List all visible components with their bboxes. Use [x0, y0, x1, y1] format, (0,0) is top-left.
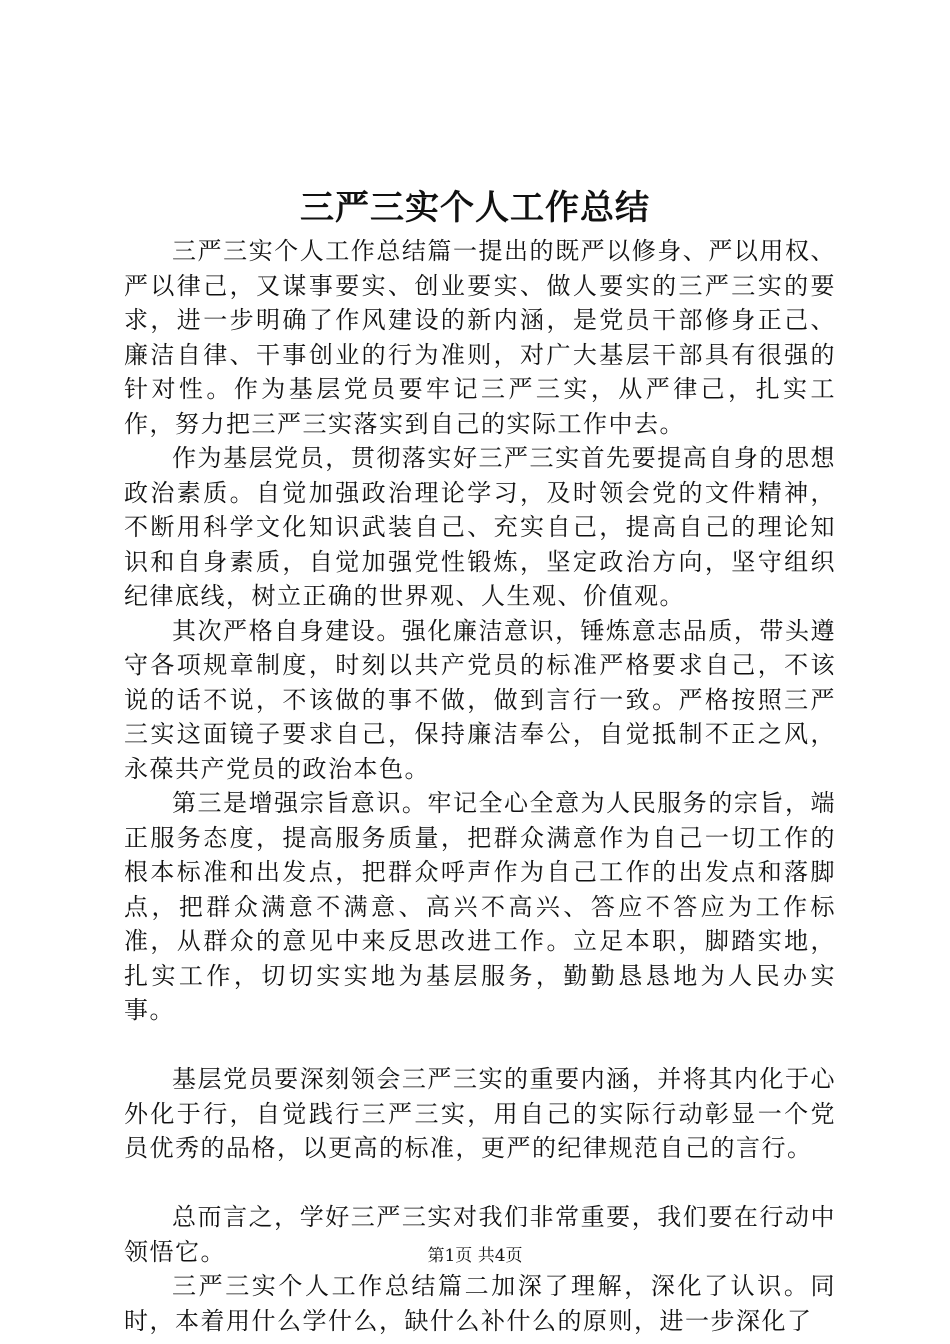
paragraph: 基层党员要深刻领会三严三实的重要内涵，并将其内化于心外化于行，自觉践行三严三实，用自己的实际行动彰显一个党员优秀的品格，以更高的标准，更严的纪律规范自己的言行。 [124, 1065, 836, 1162]
paragraph: 三严三实个人工作总结篇二加深了理解，深化了认识。同时，本着用什么学什么，缺什么补什么的原则，进一步深化了 [124, 1272, 836, 1335]
page-footer: 第1页 共4页 [427, 1246, 523, 1266]
paragraph: 作为基层党员，贯彻落实好三严三实首先要提高自身的思想政治素质。自觉加强政治理论学习，及时领会党的文件精神，不断用科学文化知识武装自己、充实自己，提高自己的理论知识和自身素质，自觉加强党性锻炼，坚定政治方向，坚守组织纪律底线，树立正确的世界观、人生观、价值观。 [124, 444, 836, 610]
paragraph: 其次严格自身建设。强化廉洁意识，锤炼意志品质，带头遵守各项规章制度，时刻以共产党员的标准严格要求自己，不该说的话不说，不该做的事不做，做到言行一致。严格按照三严三实这面镜子要求自己，保持廉洁奉公，自觉抵制不正之风，永葆共产党员的政治本色。 [124, 616, 836, 783]
paragraph-spacer [124, 1166, 836, 1201]
paragraph: 三严三实个人工作总结篇一提出的既严以修身、严以用权、严以律己，又谋事要实、创业要实、做人要实的三严三实的要求，进一步明确了作风建设的新内涵，是党员干部修身正己、廉洁自律、干事创业的行为准则，对广大基层干部具有很强的针对性。作为基层党员要牢记三严三实，从严律己，扎实工作，努力把三严三实落实到自己的实际工作中去。 [124, 237, 836, 438]
paragraph-spacer [124, 1028, 836, 1063]
paragraph: 第三是增强宗旨意识。牢记全心全意为人民服务的宗旨，端正服务态度，提高服务质量，把群众满意作为自己一切工作的根本标准和出发点，把群众呼声作为自己工作的出发点和落脚点，把群众满意不满意、高兴不高兴、答应不答应为工作标准，从群众的意见中来反思改进工作。立足本职，脚踏实地，扎实工作，切切实实地为基层服务，勤勤恳恳地为人民办实事。 [124, 789, 836, 1024]
document-title: 三严三实个人工作总结 [300, 188, 650, 228]
paragraph: 总而言之，学好三严三实对我们非常重要，我们要在行动中领悟它。 [124, 1203, 836, 1266]
document-body [124, 234, 836, 1338]
